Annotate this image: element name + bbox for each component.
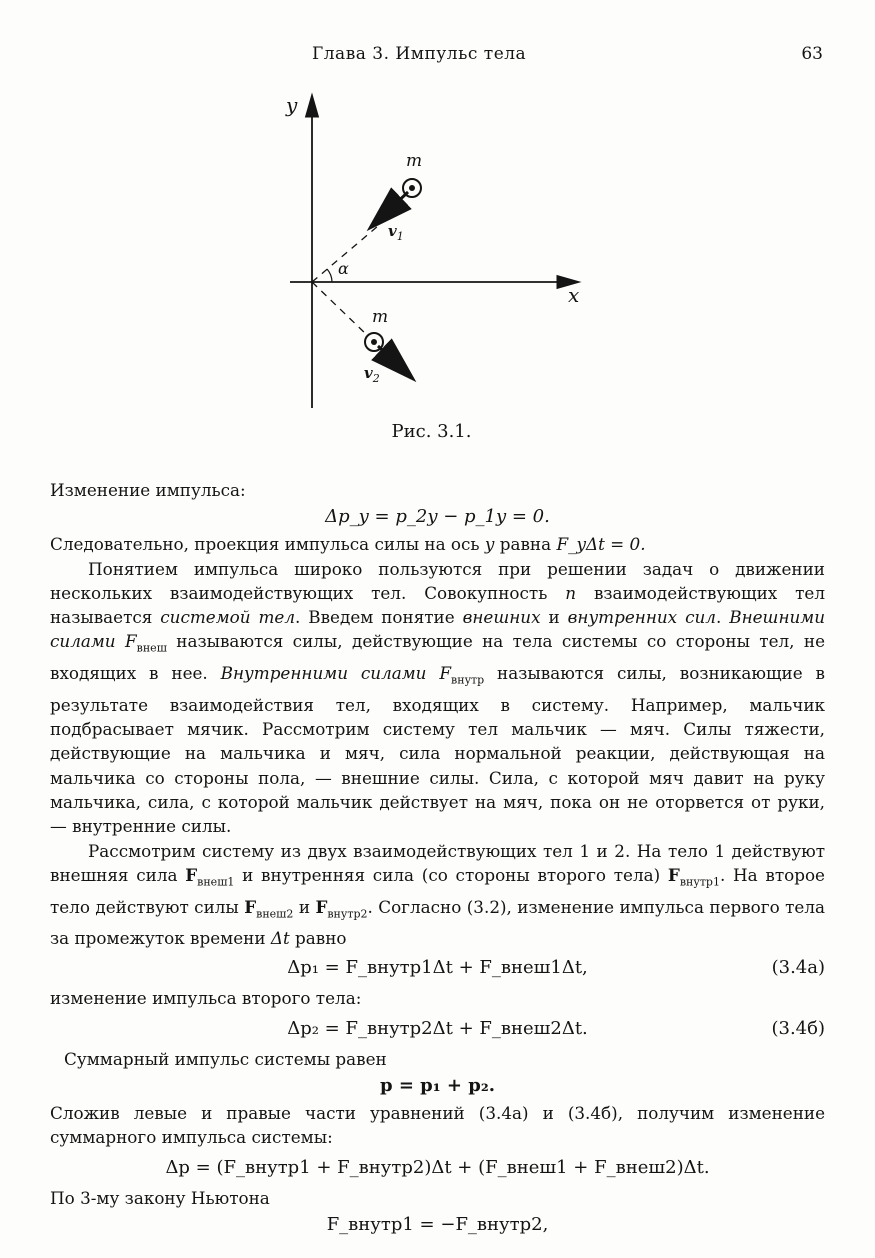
figure-3-1	[270, 90, 600, 410]
velocity-v2-arrow	[378, 346, 412, 378]
equation-newton-text: F_внутр1 = −F_внутр2,	[326, 1213, 549, 1235]
equation-newton	[50, 1210, 825, 1240]
paragraph-sum-equations: Сложив левые и правые части уравнений (3.4а) и (3.4б), получим изменение суммарного импульса системы:	[50, 1103, 825, 1148]
caption-text: Рис. 3.1.	[391, 421, 472, 442]
equation-3-4a-number: (3.4а)	[771, 957, 825, 979]
equation-3-4b-text: Δp₂ = F_внутр2Δt + F_внеш2Δt.	[287, 1017, 588, 1039]
trajectory-outgoing	[312, 282, 368, 336]
mass-top-center	[409, 185, 415, 191]
equation-py-text: Δp_y = p_2y − p_1y = 0.	[325, 506, 550, 528]
equation-3-4a	[50, 950, 825, 986]
paragraph-momentum-change: Изменение импульса:	[50, 480, 246, 500]
angle-arc	[327, 269, 332, 282]
mass-bottom-label: m	[372, 307, 389, 327]
paragraph-projection: Следовательно, проекция импульса силы на ось y равна F_yΔt = 0.	[50, 534, 646, 555]
equation-3-4b	[50, 1011, 825, 1047]
chapter-title: Глава 3. Импульс тела	[312, 44, 527, 64]
x-axis-label: x	[568, 283, 580, 307]
equation-delta-p-text: Δp = (F_внутр1 + F_внутр2)Δt + (F_внеш1 + F_внеш2)Δt.	[165, 1156, 710, 1178]
equation-3-4b-number: (3.4б)	[771, 1017, 825, 1039]
paragraph-newton-third-law: По 3-му закону Ньютона	[50, 1187, 270, 1208]
paragraph-total-momentum: Суммарный импульс системы равен	[64, 1048, 387, 1069]
main-text	[50, 478, 825, 1240]
equation-3-4a-text: Δp₁ = F_внутр1Δt + F_внеш1Δt,	[287, 957, 588, 979]
equation-py	[50, 502, 825, 532]
equation-delta-p	[50, 1150, 825, 1186]
paragraph-second-body: изменение импульса второго тела:	[50, 988, 362, 1009]
y-axis-label: y	[286, 93, 298, 117]
mass-bottom-center	[371, 339, 377, 345]
equation-total-p	[50, 1071, 825, 1101]
figure-caption	[0, 421, 875, 442]
angle-label: α	[338, 259, 349, 278]
mass-top-label: m	[406, 151, 423, 171]
v1-label: $v_1$	[388, 222, 404, 243]
momentum-diagram	[270, 90, 600, 410]
running-head	[0, 44, 875, 70]
v2-label: $v_2$	[364, 364, 380, 385]
equation-total-p-text: p = p₁ + p₂.	[379, 1075, 496, 1097]
paragraph-system-of-bodies: Понятием импульса широко пользуются при решении задач о движении нескольких взаимодействующих тел. Совокупность n взаимодействующих тел называется системой тел. Введем понятие внешних и внутренних сил. Внешними силами $F_{внеш}$ называются силы, действующие на тела системы со стороны тел, не входящих в нее. Внутренними силами $F_{внутр}$ называются силы, возникающие в результате взаимодействия тел, входящих в систему. Например, мальчик подбрасывает мячик. Рассмотрим систему тел мальчик — мяч. Силы тяжести, действующие на мальчика и мяч, сила нормальной реакции, действующая на мальчика со стороны пола, — внешние силы. Сила, с которой мяч давит на руку мальчика, сила, с которой мальчик действует на мяч, пока он не оторвется от руки, — внутренние силы.	[50, 558, 826, 837]
page-number: 63	[801, 44, 823, 64]
paragraph-two-bodies: Рассмотрим систему из двух взаимодействующих тел 1 и 2. На тело 1 действуют внешняя сила $F_{внеш1}$ и внутренняя сила (со стороны второго тела) $F_{внутр1}$. На второе тело действуют силы $F_{внеш2}$ и $F_{внутр2}$. Согласно (3.2), изменение импульса первого тела за промежуток времени Δt равно	[50, 840, 825, 949]
